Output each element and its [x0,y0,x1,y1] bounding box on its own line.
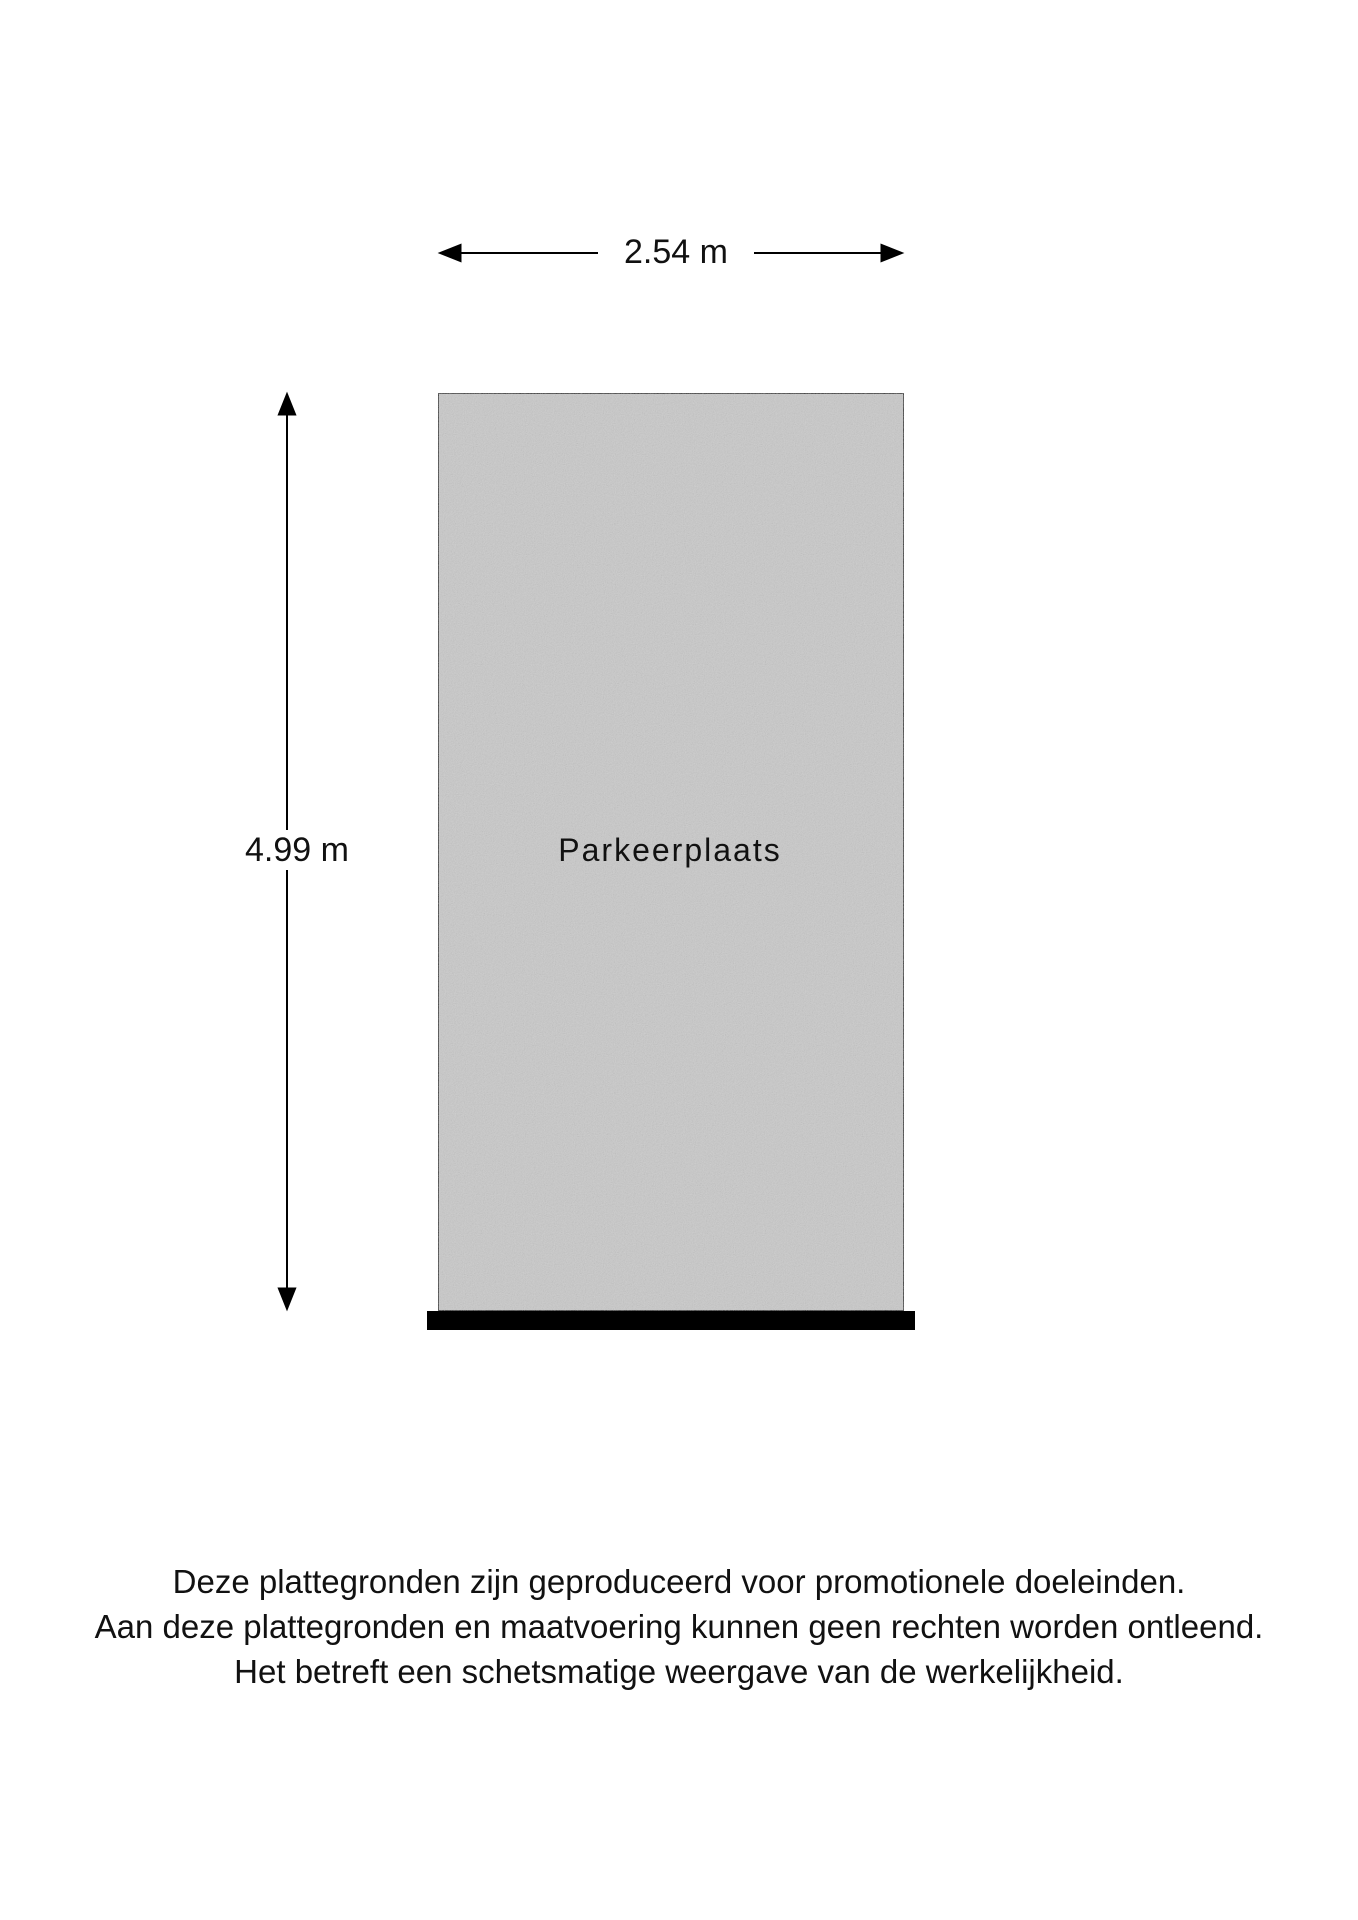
disclaimer-line: Aan deze plattegronden en maatvoering kunnen geen rechten worden ontleend. [94,1608,1264,1645]
disclaimer-line: Het betreft een schetsmatige weergave van de werkelijkheid. [234,1653,1124,1690]
disclaimer-line: Deze plattegronden zijn geproduceerd voor promotionele doeleinden. [172,1563,1186,1600]
disclaimer [0,1559,1358,1694]
bottom-wall [427,1311,915,1330]
height-dimension-label: 4.99 m [226,830,368,870]
room-label: Parkeerplaats [558,832,782,868]
width-dimension-label: 2.54 m [598,232,754,272]
